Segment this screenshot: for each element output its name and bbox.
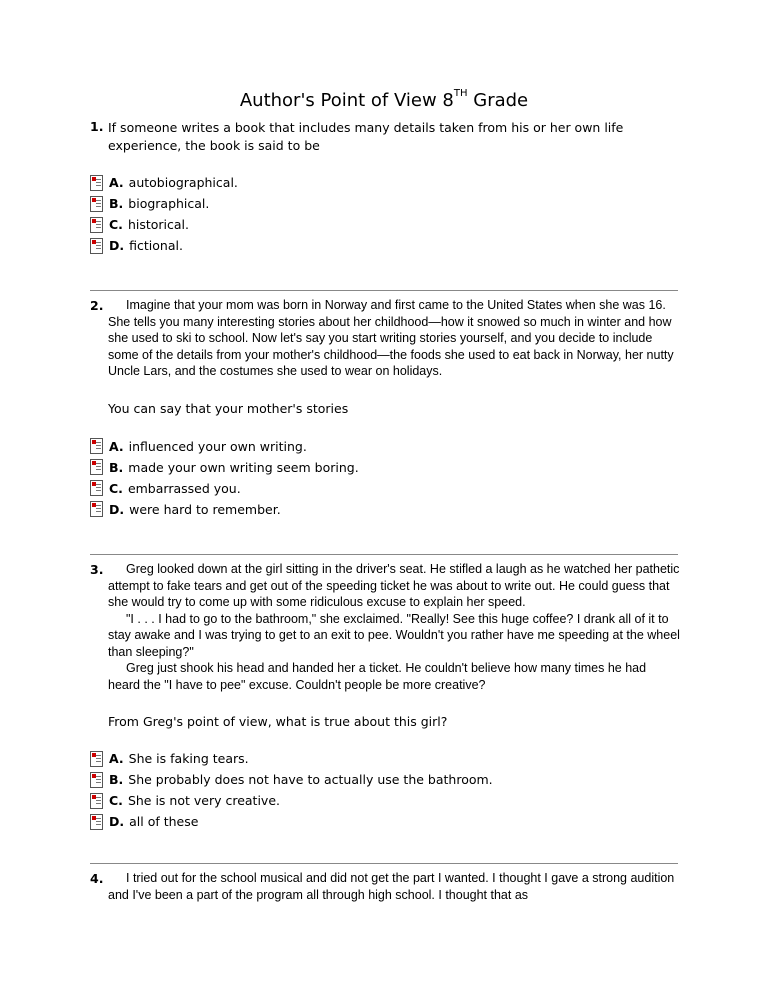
choice-letter: C. <box>109 480 123 496</box>
title-superscript: TH <box>453 88 468 99</box>
choice-letter: A. <box>109 751 124 766</box>
question-2 <box>90 297 680 520</box>
choice-a[interactable] <box>90 172 680 193</box>
choice-a[interactable] <box>90 748 680 769</box>
passage <box>108 561 680 693</box>
question-4 <box>90 870 680 903</box>
choice-c[interactable] <box>90 214 680 235</box>
divider <box>90 554 678 555</box>
document-icon <box>90 814 103 830</box>
choice-text: She probably does not have to actually use the bathroom. <box>128 772 493 787</box>
document-icon <box>90 217 103 233</box>
choice-a[interactable] <box>90 436 680 457</box>
choice-d[interactable] <box>90 235 680 256</box>
passage <box>108 870 680 903</box>
divider <box>90 863 678 864</box>
choice-letter: B. <box>109 196 124 211</box>
choice-list <box>90 748 680 832</box>
passage-paragraph: Greg looked down at the girl sitting in the driver's seat. He stifled a laugh as he watched her pathetic attempt to fake tears and get out of the speeding ticket he was about to write out. He could guess that she would try to come up with some ridiculous excuse to explain her speed. <box>108 562 680 609</box>
choice-b[interactable] <box>90 769 680 790</box>
document-icon <box>90 238 103 254</box>
choice-text: all of these <box>129 814 199 829</box>
choice-text: influenced your own writing. <box>128 438 307 454</box>
choice-letter: C. <box>109 217 123 232</box>
choice-letter: A. <box>109 175 124 190</box>
question-text: You can say that your mother's stories <box>108 400 349 416</box>
question-number: 1. <box>90 119 104 134</box>
choice-text: were hard to remember. <box>129 501 281 517</box>
document-icon <box>90 751 103 767</box>
choice-letter: D. <box>109 501 125 517</box>
choice-text: biographical. <box>128 196 210 211</box>
divider <box>90 290 678 291</box>
choice-text: historical. <box>127 217 189 232</box>
document-icon <box>90 793 103 809</box>
document-icon <box>90 459 103 475</box>
choice-letter: B. <box>109 459 124 475</box>
question-number: 2. <box>90 298 104 313</box>
title-text: Author's Point of View 8 <box>239 90 454 111</box>
question-number: 4. <box>90 871 104 886</box>
choice-b[interactable] <box>90 193 680 214</box>
choice-text: made your own writing seem boring. <box>128 459 359 475</box>
document-icon <box>90 438 103 454</box>
question-1 <box>90 119 680 256</box>
question-text: If someone writes a book that includes many details taken from his or her own life experience, the book is said to be <box>108 120 624 153</box>
title-text-end: Grade <box>467 90 529 111</box>
choice-letter: D. <box>109 814 125 829</box>
passage-paragraph: Imagine that your mom was born in Norway and first came to the United States when she was 16. She tells you many interesting stories about her childhood—how it snowed so much in winter and how she used to ski to school. Now let's say you start writing stories yourself, and you decide to include some of the details from your mother's childhood—the foods she used to eat back in Norway, her nutty Uncle Lars, and the costumes she used to wear on holidays. <box>108 298 674 378</box>
passage <box>108 297 680 380</box>
question-number: 3. <box>90 562 104 577</box>
question-text: From Greg's point of view, what is true about this girl? <box>108 714 448 729</box>
choice-text: autobiographical. <box>128 175 238 190</box>
document-icon <box>90 175 103 191</box>
passage-paragraph: Greg just shook his head and handed her a ticket. He couldn't believe how many times he had heard the "I have to pee" excuse. Couldn't people be more creative? <box>108 661 647 692</box>
passage-paragraph: I tried out for the school musical and did not get the part I wanted. I thought I gave a strong audition and I've been a part of the program all through high school. I thought that as <box>108 871 675 902</box>
choice-text: fictional. <box>129 238 183 253</box>
choice-letter: A. <box>109 438 124 454</box>
document-icon <box>90 480 103 496</box>
choice-list <box>90 172 680 256</box>
choice-d[interactable] <box>90 811 680 832</box>
document-icon <box>90 501 103 517</box>
choice-letter: C. <box>109 793 123 808</box>
page-title <box>0 90 768 111</box>
choice-text: She is not very creative. <box>127 793 280 808</box>
choice-text: embarrassed you. <box>127 480 241 496</box>
choice-c[interactable] <box>90 790 680 811</box>
choice-list <box>90 436 680 520</box>
question-3 <box>90 561 680 832</box>
choice-d[interactable] <box>90 499 680 520</box>
choice-letter: B. <box>109 772 124 787</box>
passage-paragraph: "I . . . I had to go to the bathroom," she exclaimed. "Really! See this huge coffee? I drank all of it to stay awake and I was trying to get to an exit to pee. Wouldn't you rather have me speeding at the wheel than sleeping?" <box>108 611 680 659</box>
choice-letter: D. <box>109 238 125 253</box>
choice-b[interactable] <box>90 457 680 478</box>
document-icon <box>90 196 103 212</box>
document-icon <box>90 772 103 788</box>
choice-c[interactable] <box>90 478 680 499</box>
choice-text: She is faking tears. <box>128 751 249 766</box>
